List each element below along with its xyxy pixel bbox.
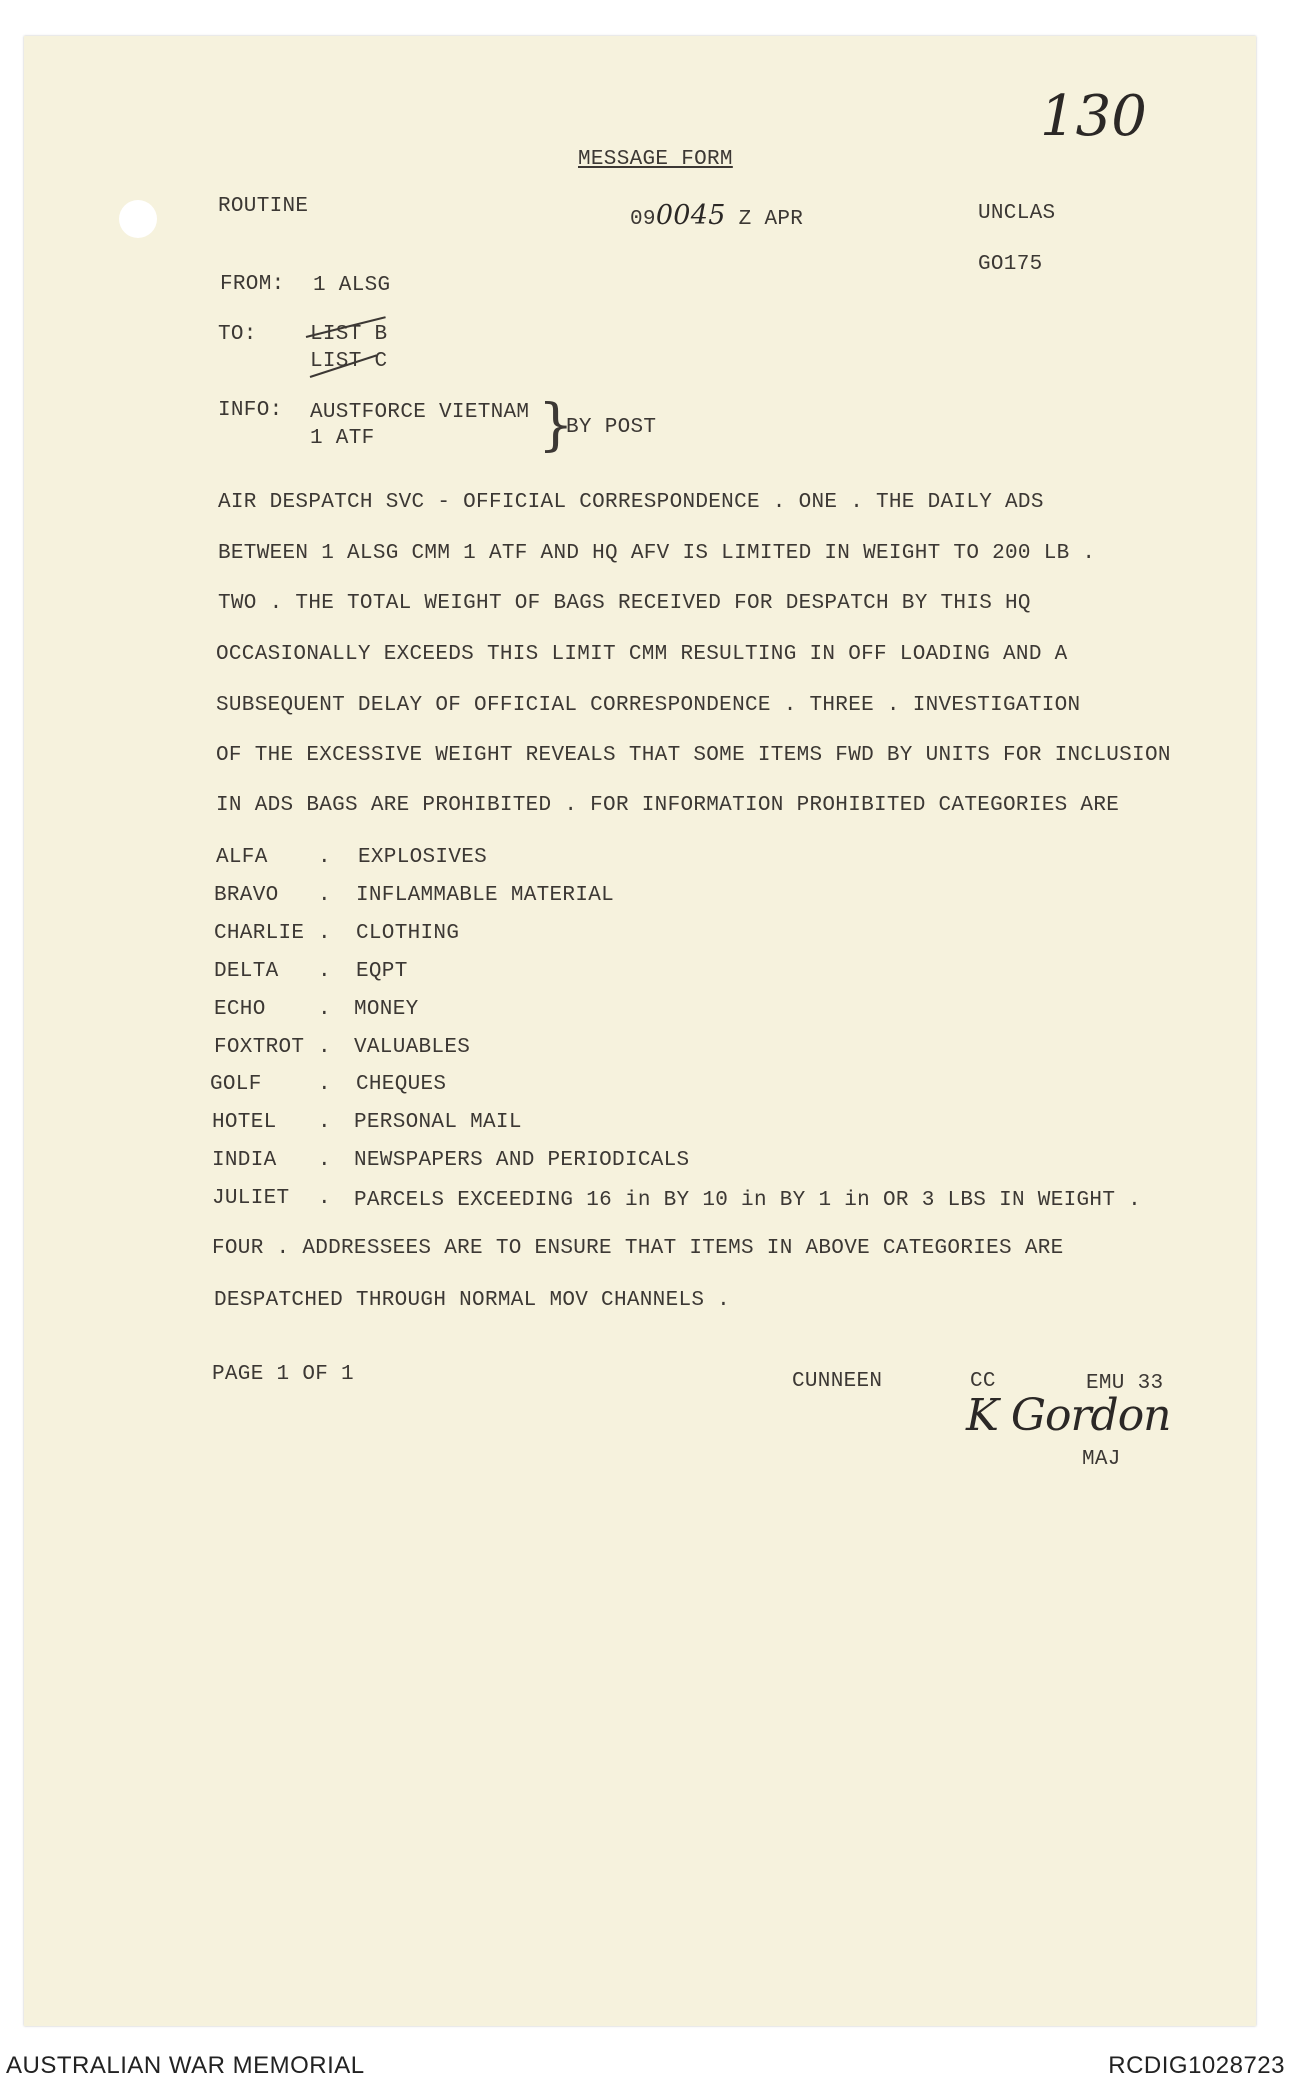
list-separator: . — [318, 960, 331, 983]
category-code: INDIA — [212, 1149, 277, 1172]
from-label: FROM: — [220, 273, 285, 296]
list-separator: . — [318, 1187, 331, 1210]
footer-record-id: RCDIG1028723 — [1108, 2052, 1285, 2079]
category-item: CLOTHING — [356, 922, 460, 945]
folio-number: 130 — [1040, 84, 1147, 149]
category-item: MONEY — [354, 998, 419, 1021]
list-separator: . — [318, 1073, 331, 1096]
list-separator: . — [318, 1036, 331, 1059]
footer-archive-name: AUSTRALIAN WAR MEMORIAL — [6, 2052, 365, 2079]
to-line-1: LIST B — [310, 323, 388, 346]
closing-line: FOUR . ADDRESSEES ARE TO ENSURE THAT ITEMS IN ABOVE CATEGORIES ARE — [212, 1237, 1064, 1260]
category-item: PARCELS EXCEEDING 16 in BY 10 in BY 1 in OR 3 LBS IN WEIGHT . — [354, 1189, 1142, 1212]
brace-mark: } — [538, 393, 574, 458]
list-separator: . — [318, 846, 331, 869]
list-separator: . — [318, 1111, 331, 1134]
info-note: BY POST — [566, 416, 657, 439]
rank: MAJ — [1082, 1448, 1121, 1471]
info-line-2: 1 ATF — [310, 427, 375, 450]
dtg — [630, 200, 803, 231]
body-line: BETWEEN 1 ALSG CMM 1 ATF AND HQ AFV IS LIMITED IN WEIGHT TO 200 LB . — [218, 542, 1096, 565]
originator: CUNNEEN — [792, 1370, 883, 1393]
serial-number: GO175 — [978, 253, 1043, 276]
list-separator: . — [318, 1149, 331, 1172]
category-code: DELTA — [214, 960, 279, 983]
category-item: EXPLOSIVES — [358, 846, 488, 869]
category-code: BRAVO — [214, 884, 279, 907]
classification: UNCLAS — [978, 202, 1056, 225]
dtg-handwritten: 0045 — [655, 200, 726, 231]
page-number: PAGE 1 OF 1 — [212, 1363, 354, 1386]
category-item: NEWSPAPERS AND PERIODICALS — [354, 1149, 690, 1172]
to-label: TO: — [218, 323, 257, 346]
body-line: IN ADS BAGS ARE PROHIBITED . FOR INFORMATION PROHIBITED CATEGORIES ARE — [216, 794, 1120, 817]
body-line: SUBSEQUENT DELAY OF OFFICIAL CORRESPONDENCE . THREE . INVESTIGATION — [216, 694, 1081, 717]
phone-extension: EMU 33 — [1086, 1372, 1164, 1395]
category-code: HOTEL — [212, 1111, 277, 1134]
cc-label: CC — [970, 1370, 996, 1393]
body-line: OCCASIONALLY EXCEEDS THIS LIMIT CMM RESULTING IN OFF LOADING AND A — [216, 643, 1068, 666]
form-title: MESSAGE FORM — [578, 148, 733, 171]
category-item: VALUABLES — [354, 1036, 471, 1059]
precedence: ROUTINE — [218, 195, 309, 218]
closing-line: DESPATCHED THROUGH NORMAL MOV CHANNELS . — [214, 1289, 731, 1312]
category-code: JULIET — [212, 1187, 290, 1210]
category-item: PERSONAL MAIL — [354, 1111, 522, 1134]
list-separator: . — [318, 884, 331, 907]
category-code: FOXTROT — [214, 1036, 305, 1059]
category-item: CHEQUES — [356, 1073, 447, 1096]
from-value: 1 ALSG — [313, 274, 391, 297]
body-line: TWO . THE TOTAL WEIGHT OF BAGS RECEIVED FOR DESPATCH BY THIS HQ — [218, 592, 1031, 615]
list-separator: . — [318, 998, 331, 1021]
punch-hole — [119, 200, 157, 238]
category-code: GOLF — [210, 1073, 262, 1096]
info-line-1: AUSTFORCE VIETNAM — [310, 401, 530, 424]
category-item: INFLAMMABLE MATERIAL — [356, 884, 615, 907]
dtg-suffix: Z APR — [738, 208, 804, 231]
to-line-2: LIST C — [310, 350, 388, 373]
list-separator: . — [318, 922, 331, 945]
signature: K Gordon — [966, 1390, 1171, 1441]
document-page — [24, 36, 1256, 2026]
dtg-prefix: 09 — [630, 208, 656, 231]
body-line: OF THE EXCESSIVE WEIGHT REVEALS THAT SOME ITEMS FWD BY UNITS FOR INCLUSION — [216, 744, 1171, 767]
body-line: AIR DESPATCH SVC - OFFICIAL CORRESPONDENCE . ONE . THE DAILY ADS — [218, 491, 1044, 514]
category-item: EQPT — [356, 960, 408, 983]
category-code: ECHO — [214, 998, 266, 1021]
info-label: INFO: — [218, 399, 283, 422]
category-code: CHARLIE — [214, 922, 305, 945]
category-code: ALFA — [216, 846, 268, 869]
